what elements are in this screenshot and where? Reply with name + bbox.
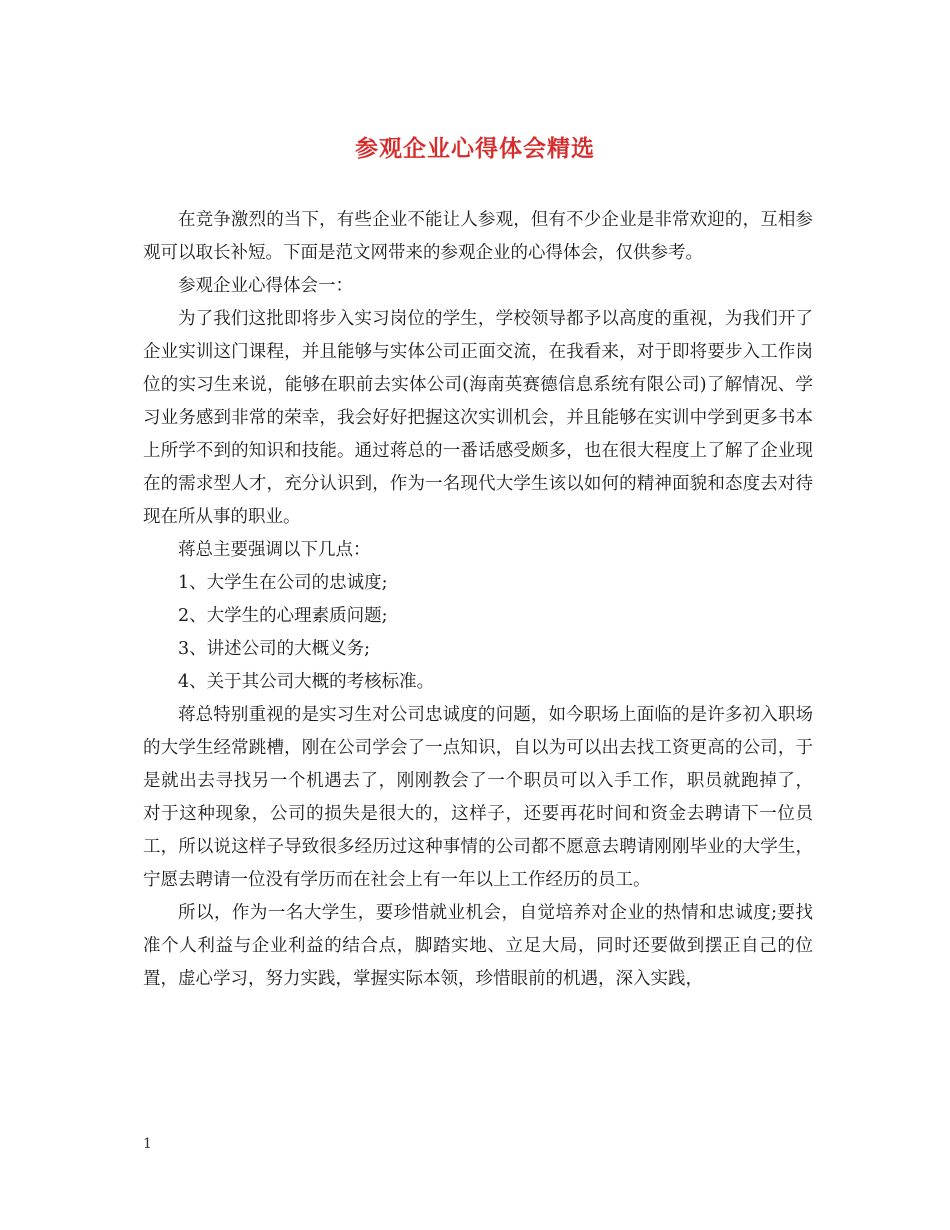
paragraph-key-points-intro: 蒋总主要强调以下几点： xyxy=(178,540,371,560)
paragraph-conclusion: 所以，作为一名大学生，要珍惜就业机会，自觉培养对企业的热情和忠诚度;要找准个人利益与企业利益的结合点，脚踏实地、立足大局，同时还要做到摆正自己的位置，虚心学习，努力实践，掌握实际本领，珍惜眼前的机遇，深入实践， xyxy=(143,903,813,989)
list-item-psychology: 2、大学生的心理素质问题; xyxy=(178,606,388,626)
paragraph-intro: 在竞争激烈的当下，有些企业不能让人参观，但有不少企业是非常欢迎的，互相参观可以取长补短。下面是范文网带来的参观企业的心得体会，仅供参考。 xyxy=(143,210,813,263)
list-item-obligations: 3、讲述公司的大概义务; xyxy=(178,639,371,659)
list-item-assessment: 4、关于其公司大概的考核标准。 xyxy=(178,672,435,692)
page-number: 1 xyxy=(143,1136,152,1152)
document-title: 参观企业心得体会精选 xyxy=(355,135,595,162)
paragraph-internship: 为了我们这批即将步入实习岗位的学生，学校领导都予以高度的重视，为我们开了企业实训这门课程，并且能够与实体公司正面交流，在我看来，对于即将要步入工作岗位的实习生来说，能够在职前去实体公司(海南英赛德信息系统有限公司)了解情况、学习业务感到非常的荣幸，我会好好把握这次实训机会，并且能够在实训中学到更多书本上所学不到的知识和技能。通过蒋总的一番话感受颇多，也在很大程度上了解了企业现在的需求型人才，充分认识到，作为一名现代大学生该以如何的精神面貌和态度去对待现在所从事的职业。 xyxy=(143,309,813,527)
paragraph-loyalty-issue: 蒋总特别重视的是实习生对公司忠诚度的问题，如今职场上面临的是许多初入职场的大学生经常跳槽，刚在公司学会了一点知识，自以为可以出去找工资更高的公司，于是就出去寻找另一个机遇去了，刚刚教会了一个职员可以入手工作，职员就跑掉了， 对于这种现象，公司的损失是很大的，这样子，还要再花时间和资金去聘请下一位员工，所以说这样子导致很多经历过这种事情的公司都不愿意去聘请刚刚毕业的大学生，宁愿去聘请一位没有学历而在社会上有一年以上工作经历的员工。 xyxy=(143,705,813,890)
list-item-loyalty: 1、大学生在公司的忠诚度; xyxy=(178,573,388,593)
document-body xyxy=(143,204,813,996)
paragraph-section-heading: 参观企业心得体会一： xyxy=(178,276,353,296)
